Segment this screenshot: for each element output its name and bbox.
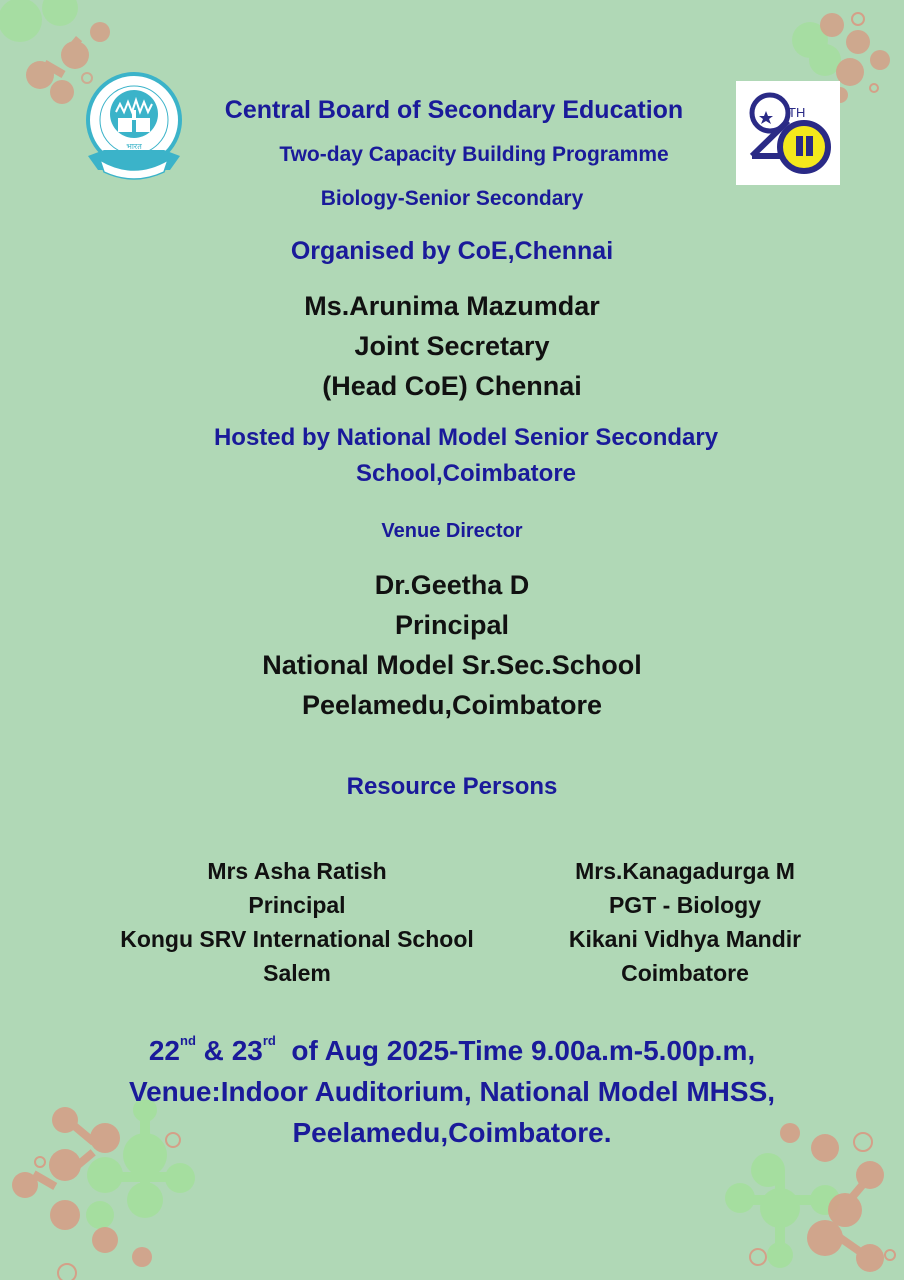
day-2-suffix: rd <box>262 1033 276 1048</box>
resource-person-1 <box>100 854 494 990</box>
resource-person-2 <box>540 854 830 990</box>
ampersand: & <box>195 1035 232 1066</box>
day-1: 22 <box>148 1035 181 1066</box>
schedule-dates <box>0 1035 904 1067</box>
org-title: Central Board of Secondary Education <box>224 96 684 124</box>
resource-persons-label: Resource Persons <box>346 773 558 800</box>
venue-director-label: Venue Director <box>381 520 523 542</box>
resource-person-school: Kikani Vidhya Mandir <box>568 926 802 952</box>
programme-title: Two-day Capacity Building Programme <box>279 143 669 166</box>
head-office: (Head CoE) Chennai <box>322 371 582 401</box>
resource-person-place: Salem <box>263 960 331 986</box>
day-1-suffix: nd <box>180 1033 196 1048</box>
resource-person-school: Kongu SRV International School <box>120 926 474 952</box>
svg-text:भारत: भारत <box>126 142 142 151</box>
schedule-venue: Venue:Indoor Auditorium, National Model MHSS, <box>128 1076 776 1107</box>
subject-title: Biology-Senior Secondary <box>320 187 584 210</box>
svg-text:TH: TH <box>788 105 806 120</box>
venue-director-name: Dr.Geetha D <box>374 570 530 600</box>
venue-director-place: Peelamedu,Coimbatore <box>301 690 603 720</box>
resource-person-name: Mrs Asha Ratish <box>207 858 387 884</box>
head-designation: Joint Secretary <box>354 331 550 361</box>
schedule-time: of Aug 2025-Time 9.00a.m-5.00p.m, <box>275 1035 756 1066</box>
resource-person-place: Coimbatore <box>621 960 749 986</box>
venue-director-designation: Principal <box>394 610 510 640</box>
organised-by: Organised by CoE,Chennai <box>290 237 614 265</box>
resource-person-designation: Principal <box>248 892 346 918</box>
resource-person-name: Mrs.Kanagadurga M <box>575 858 795 884</box>
resource-person-designation: PGT - Biology <box>608 892 762 918</box>
head-name: Ms.Arunima Mazumdar <box>304 291 600 321</box>
venue-director-school: National Model Sr.Sec.School <box>262 650 642 680</box>
host-line-1: Hosted by National Model Senior Secondary <box>213 424 719 451</box>
host-line-2: School,Coimbatore <box>355 460 577 487</box>
day-2: 23 <box>231 1035 263 1066</box>
schedule-place: Peelamedu,Coimbatore. <box>292 1117 612 1148</box>
